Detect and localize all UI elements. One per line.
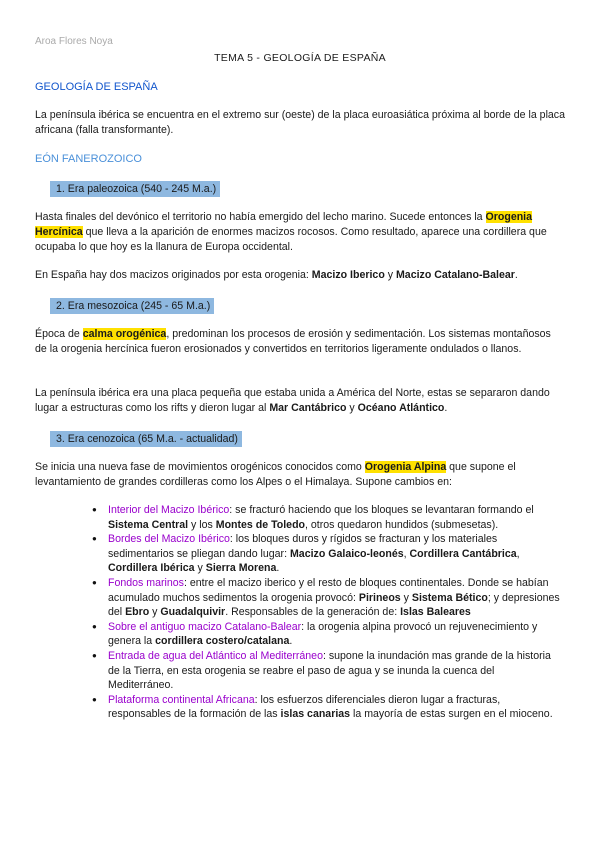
- bold-term: Montes de Toledo: [215, 518, 306, 531]
- paleozoic-paragraph-1: [35, 210, 565, 255]
- text: , predominan los procesos de erosión y sedimentación. Los sistemas montañosos de la orogenia hercínica fueron erosionados y convertidos en territorios ligeramente ondulados o llanos.: [35, 328, 551, 355]
- bold-term: Macizo Galaico-leonés: [289, 547, 404, 560]
- text: : los esfuerzos diferenciales dieron lugar a fracturas, responsables de la formación de las: [108, 693, 501, 721]
- text: .: [289, 635, 293, 648]
- text: .: [444, 402, 448, 414]
- text: : se fracturó haciendo que los bloques se levantaran formando el: [229, 504, 534, 516]
- era-mesozoic-label: 2. Era mesozoica (245 - 65 M.a.): [50, 298, 214, 314]
- highlight-calma-orogenica: calma orogénica: [82, 328, 167, 340]
- eon-heading: EÓN FANEROZOICO: [35, 153, 142, 165]
- text: : la orogenia alpina provocó un rejuvenecimiento y genera la: [108, 620, 538, 648]
- era-paleozoic-label: 1. Era paleozoica (540 - 245 M.a.): [50, 181, 220, 197]
- bold-term: Islas Baleares: [400, 606, 471, 619]
- text: la mayoría de estas surgen en el mioceno.: [350, 708, 553, 721]
- paleozoic-paragraph-2: [35, 268, 565, 283]
- list-item: [92, 693, 562, 722]
- text: : entre el macizo iberico y el resto de bloques continentales. Donde se habían acumulado muchos sedimentos la orogenia provocó:: [108, 576, 549, 604]
- text: Época de: [35, 328, 83, 340]
- item-title: Plataforma continental Africana: [108, 693, 255, 706]
- text: y los: [188, 518, 216, 531]
- bold-term: Océano Atlántico: [357, 402, 445, 414]
- text: . Responsables de la generación de:: [225, 606, 401, 619]
- text: Hasta finales del devónico el territorio no había emergido del lecho marino. Sucede entonces la: [35, 211, 486, 223]
- bold-term: Cordillera Ibérica: [108, 562, 195, 575]
- author-name: Aroa Flores Noya: [35, 36, 113, 47]
- text: , otros quedaron hundidos (submesetas).: [305, 518, 499, 531]
- bold-term: cordillera costero/catalana: [155, 635, 290, 648]
- bold-term: Pirineos: [358, 591, 401, 604]
- list-item: [92, 649, 562, 693]
- text: y: [149, 606, 161, 619]
- changes-list: [92, 503, 562, 722]
- bold-term: Macizo Iberico: [311, 269, 385, 281]
- text: En España hay dos macizos originados por esta orogenia:: [35, 269, 312, 281]
- list-item: [92, 576, 562, 620]
- text: ,: [403, 547, 410, 560]
- bold-term: Guadalquivir: [160, 606, 226, 619]
- document-title: TEMA 5 - GEOLOGÍA DE ESPAÑA: [214, 52, 386, 64]
- text: .: [276, 562, 280, 575]
- intro-paragraph: La península ibérica se encuentra en el extremo sur (oeste) de la placa euroasiática próxima al borde de la placa africana (falla transformante).: [35, 109, 565, 136]
- text: que lleva a la aparición de enormes macizos rocosos. Como resultado, aparece una cordillera que ocupaba lo que hoy es la llanura de Europa occidental.: [35, 226, 547, 253]
- bold-term: Sistema Bético: [411, 591, 488, 604]
- bold-term: Sierra Morena: [205, 562, 277, 575]
- mesozoic-paragraph-2: [35, 386, 565, 416]
- list-item: [92, 503, 562, 532]
- text: .: [514, 269, 518, 281]
- text: ,: [516, 547, 520, 560]
- era-cenozoic-label: 3. Era cenozoica (65 M.a. - actualidad): [50, 431, 242, 447]
- text: y: [384, 269, 396, 281]
- text: Se inicia una nueva fase de movimientos orogénicos conocidos como: [35, 461, 365, 473]
- bold-term: Cordillera Cantábrica: [409, 547, 517, 560]
- text: : supone la inundación mas grande de la historia de la Tierra, en esta orogenia se reabre el paso de agua y se inunda la cuenca del Mediterráneo.: [108, 649, 551, 692]
- bold-term: Mar Cantábrico: [269, 402, 347, 414]
- bold-term: Sistema Central: [108, 518, 189, 531]
- highlight-orogenia-hercinica: Orogenia Hercínica: [35, 211, 533, 238]
- bold-term: Ebro: [125, 606, 150, 619]
- item-title: Fondos marinos: [108, 576, 184, 589]
- text: y: [400, 591, 412, 604]
- list-item: [92, 532, 562, 576]
- item-title: Sobre el antiguo macizo Catalano-Balear: [108, 620, 302, 633]
- text: que supone el levantamiento de grandes cordilleras como los Alpes o el Himalaya. Supone cambios en:: [35, 461, 516, 488]
- text: ; y depresiones del: [108, 591, 560, 619]
- list-item: [92, 620, 562, 649]
- bold-term: Macizo Catalano-Balear: [395, 269, 515, 281]
- text: La península ibérica era una placa pequeña que estaba unida a América del Norte, estas se separaron dando lugar a estructuras como los rifts y dieron lugar al: [35, 387, 550, 414]
- text: y: [194, 562, 206, 575]
- section-heading: GEOLOGÍA DE ESPAÑA: [35, 81, 158, 93]
- bold-term: islas canarias: [280, 708, 351, 721]
- mesozoic-paragraph-1: [35, 327, 565, 357]
- highlight-orogenia-alpina: Orogenia Alpina: [364, 461, 447, 473]
- item-title: Interior del Macizo Ibérico: [108, 504, 230, 516]
- item-title: Bordes del Macizo Ibérico: [108, 533, 230, 546]
- text: y: [346, 402, 358, 414]
- text: : los bloques duros y rígidos se fracturan y los materiales sedimentarios se pliegan dando lugar:: [108, 533, 498, 560]
- item-title: Entrada de agua del Atlántico al Mediterráneo: [108, 649, 323, 662]
- cenozoic-paragraph-1: [35, 460, 565, 490]
